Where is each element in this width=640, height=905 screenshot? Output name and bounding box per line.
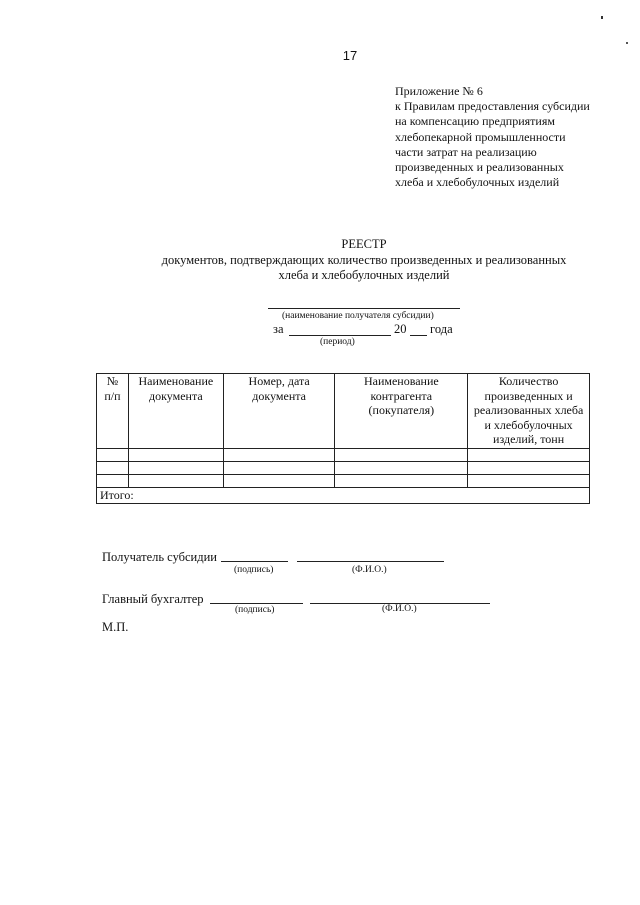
appendix-line: произведенных и реализованных	[395, 160, 564, 175]
accountant-name-caption: (Ф.И.О.)	[382, 604, 417, 614]
appendix-line: на компенсацию предприятиям	[395, 114, 555, 129]
table-cell[interactable]	[468, 449, 590, 462]
year-field[interactable]	[410, 323, 427, 336]
table-cell[interactable]	[223, 462, 335, 475]
total-label: Итого:	[97, 488, 590, 504]
recipient-name-caption: (Ф.И.О.)	[352, 565, 387, 575]
table-cell[interactable]	[335, 462, 468, 475]
year-suffix: года	[430, 322, 453, 336]
appendix-line: хлеба и хлебобулочных изделий	[395, 175, 560, 190]
table-cell[interactable]	[468, 475, 590, 488]
table-row	[97, 475, 590, 488]
table-cell[interactable]	[223, 475, 335, 488]
recipient-signature-caption: (подпись)	[234, 565, 274, 575]
table-cell[interactable]	[223, 449, 335, 462]
recipient-name-caption: (наименование получателя субсидии)	[282, 311, 434, 321]
table-row	[97, 462, 590, 475]
recipient-name-field[interactable]	[297, 549, 444, 562]
table-cell[interactable]	[97, 462, 129, 475]
registry-table	[96, 373, 590, 504]
table-cell[interactable]	[97, 475, 129, 488]
column-header-document-name: Наименование документа	[128, 374, 223, 449]
period-prefix: за	[273, 322, 284, 336]
table-cell[interactable]	[128, 449, 223, 462]
column-header-document-number-date: Номер, дата документа	[223, 374, 335, 449]
recipient-signature-field[interactable]	[221, 549, 288, 562]
accountant-name-field[interactable]	[310, 591, 490, 604]
appendix-line: хлебопекарной промышленности	[395, 129, 566, 144]
column-header-number: № п/п	[97, 374, 129, 449]
accountant-signature-field[interactable]	[210, 591, 303, 604]
appendix-line: Приложение № 6	[395, 84, 483, 98]
stamp-place: М.П.	[102, 620, 129, 634]
period-field[interactable]	[289, 323, 391, 336]
table-cell[interactable]	[335, 449, 468, 462]
recipient-name-field[interactable]	[268, 298, 460, 309]
table-total-row	[97, 488, 590, 504]
scan-speck	[626, 42, 628, 44]
table-row	[97, 449, 590, 462]
appendix-line: к Правилам предоставления субсидии	[395, 99, 590, 114]
column-header-counterparty: Наименование контрагента (покупателя)	[335, 374, 468, 449]
table-cell[interactable]	[468, 462, 590, 475]
table-cell[interactable]	[97, 449, 129, 462]
scan-speck	[601, 16, 603, 19]
year-prefix: 20	[394, 322, 407, 336]
table-cell[interactable]	[335, 475, 468, 488]
column-header-quantity: Количество произведенных и реализованных хлеба и хлебобулочных изделий, тонн	[468, 374, 590, 449]
table-cell[interactable]	[128, 475, 223, 488]
appendix-line: части затрат на реализацию	[395, 144, 537, 159]
title-heading: РЕЕСТР	[341, 237, 387, 251]
document-title	[0, 237, 640, 284]
accountant-signature-label: Главный бухгалтер	[102, 592, 204, 606]
title-line: хлеба и хлебобулочных изделий	[278, 268, 450, 282]
appendix-block	[395, 84, 590, 190]
page-number: 17	[342, 48, 358, 63]
table-header-row	[97, 374, 590, 449]
accountant-signature-caption: (подпись)	[235, 605, 275, 615]
table-cell[interactable]	[128, 462, 223, 475]
recipient-signature-label: Получатель субсидии	[102, 550, 217, 564]
title-line: документов, подтверждающих количество произведенных и реализованных	[161, 252, 567, 267]
period-caption: (период)	[320, 337, 355, 347]
